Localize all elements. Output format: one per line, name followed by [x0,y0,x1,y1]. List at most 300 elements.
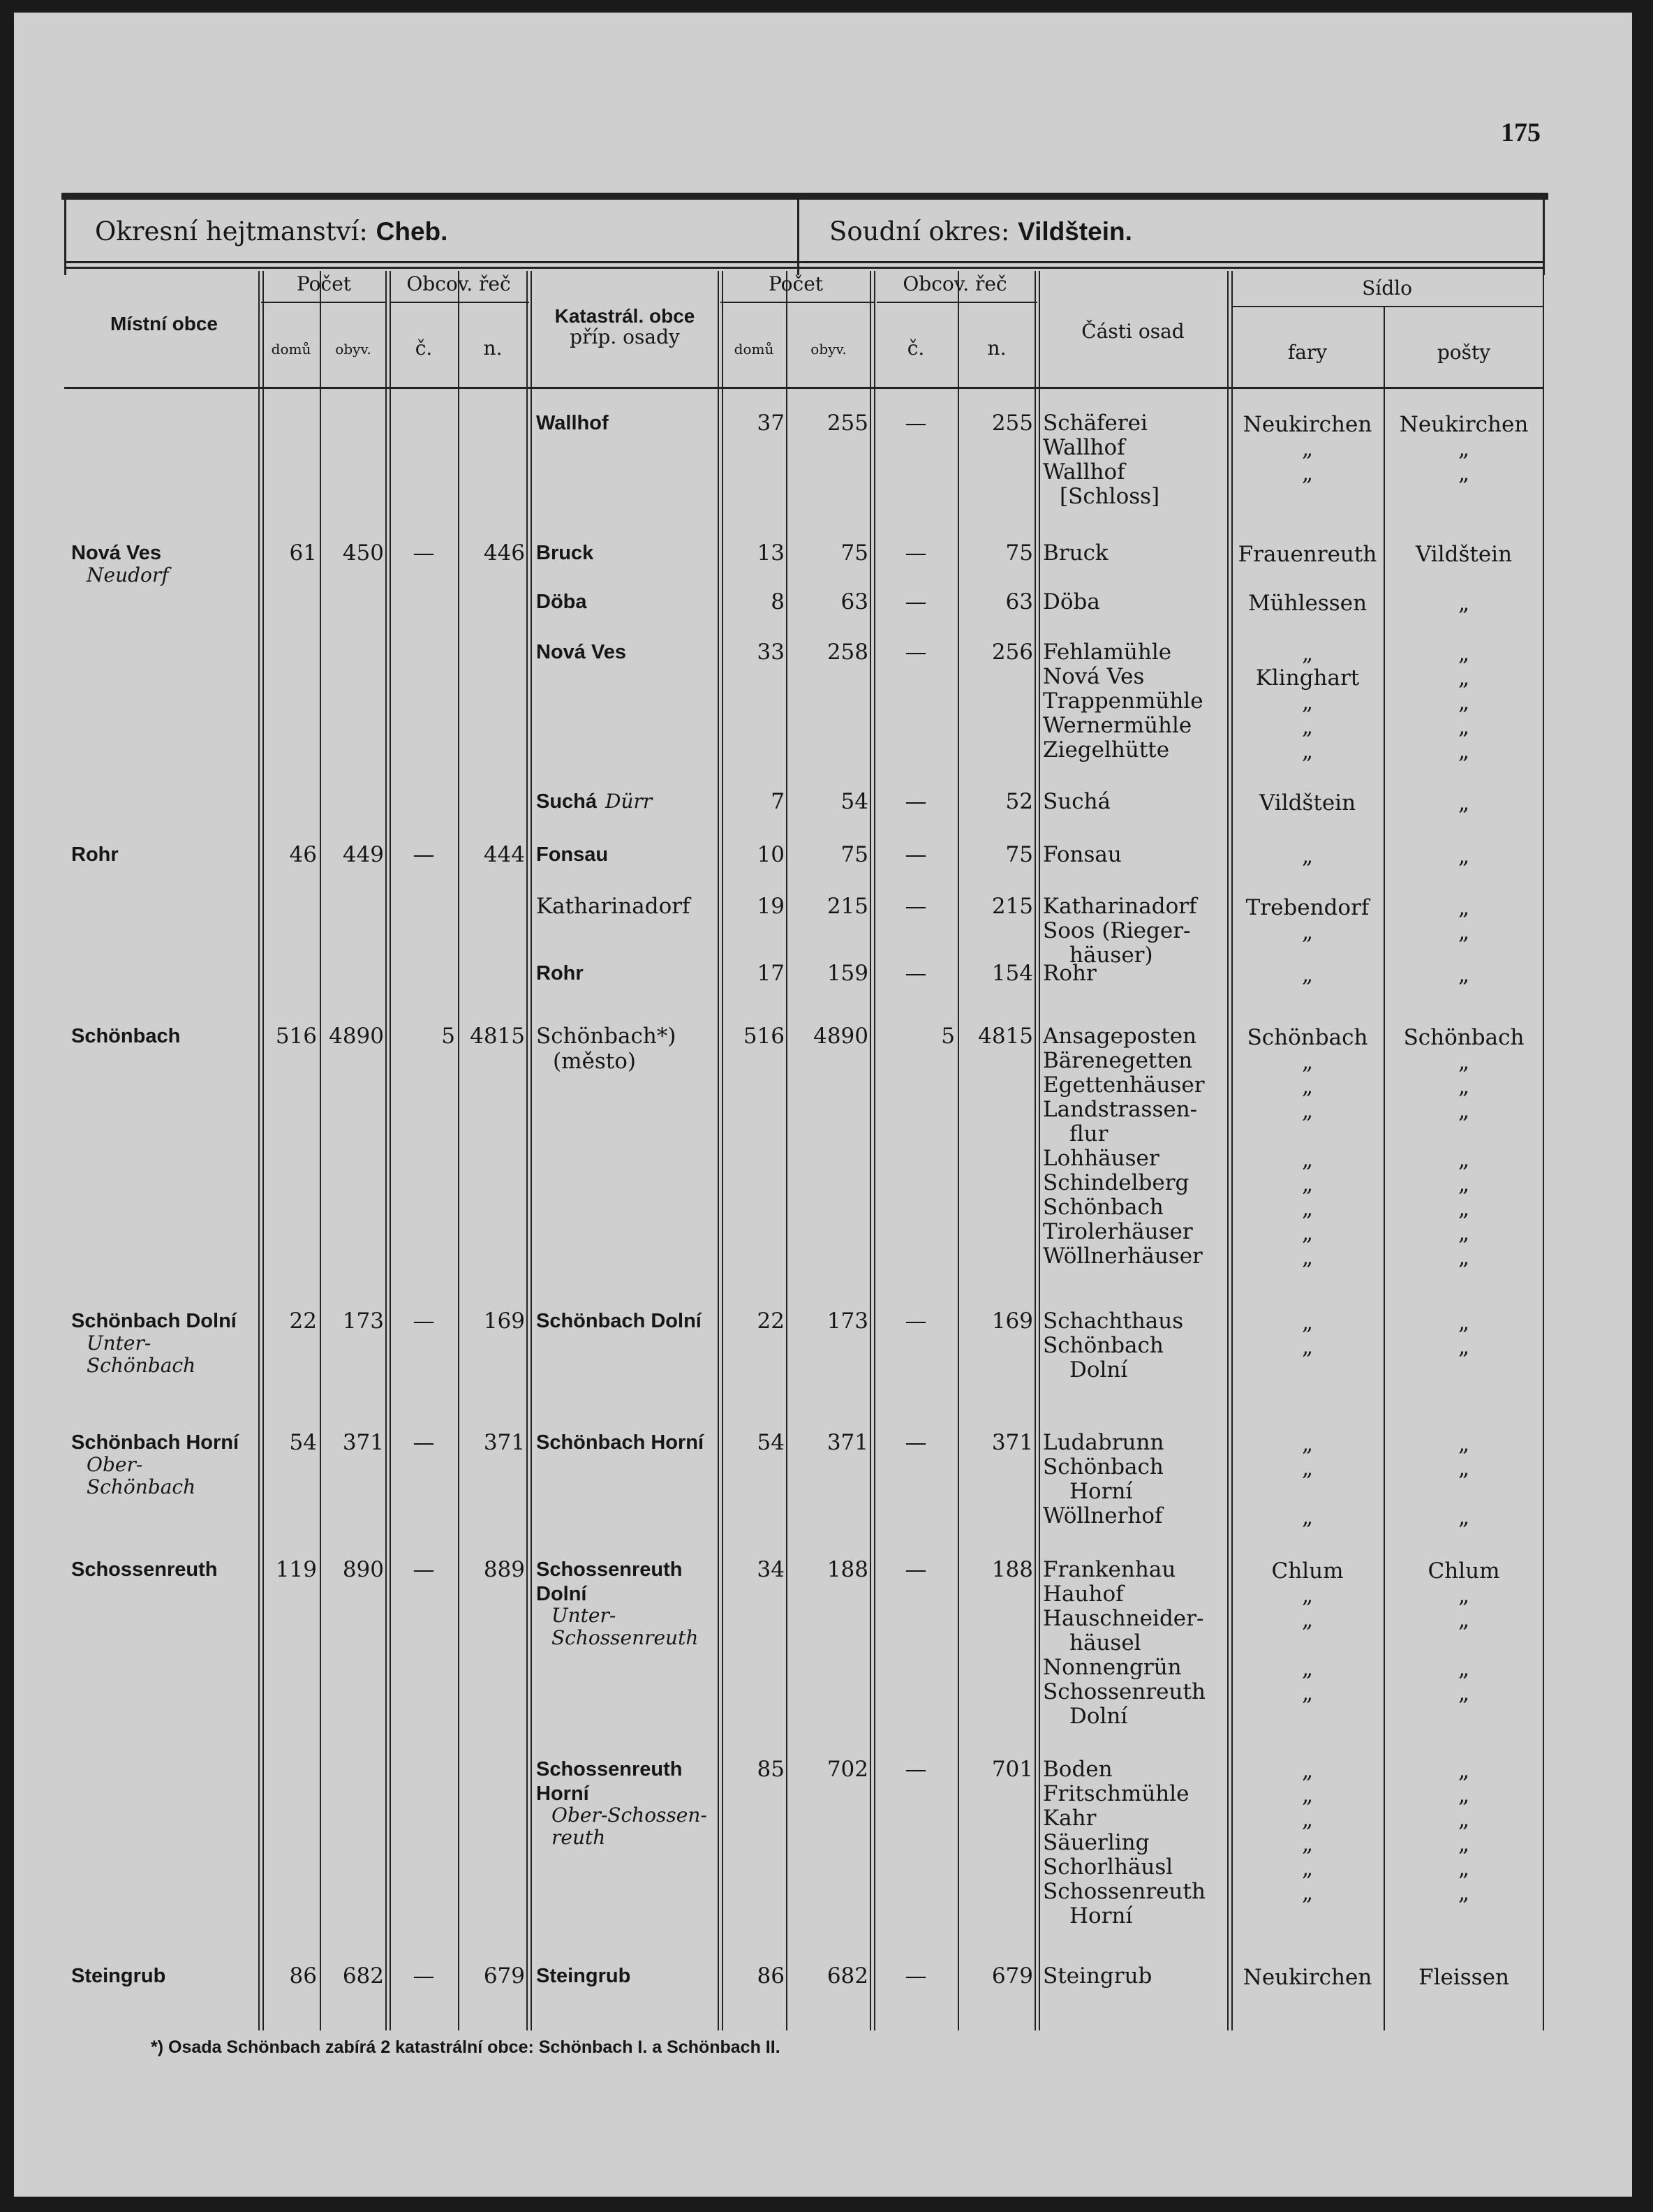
post-office: „ [1458,1334,1470,1359]
settlement-part: Hauhof [1043,1581,1124,1607]
de-value-2: 4815 [978,1024,1033,1049]
post-office: „ [1458,1221,1470,1246]
cz-value: — [413,1430,435,1455]
column-header-bottom-rule [64,387,1544,389]
municipality-name: Schönbach Horní [71,1431,239,1454]
settlement-part: Egettenhäuser [1043,1072,1205,1098]
cadastral-name-text: Schönbach*) [536,1024,676,1049]
settlement-part: Schossenreuth [1043,1879,1206,1904]
parish-seat: „ [1301,1831,1314,1857]
post-office: „ [1458,1172,1470,1197]
settlement-part: Bruck [1043,540,1109,566]
cz-value: — [413,1557,435,1582]
de-value: 446 [483,540,525,566]
cadastral-name [536,789,711,813]
parish-seat: Klinghart [1255,665,1360,691]
post-office: Neukirchen [1399,412,1529,437]
grid-line [870,271,871,2030]
houses-value: 54 [289,1430,317,1455]
post-office: „ [1458,1783,1470,1808]
cadastral-name-text: Steingrub [536,1965,631,1987]
parish-seat: „ [1301,920,1314,945]
settlement-part: Suchá [1043,789,1111,814]
houses-value: 22 [289,1308,317,1334]
header-bottom-rule-2 [64,267,1544,269]
parish-seat: „ [1301,461,1314,486]
settlement-part: Horní [1069,1903,1133,1929]
inhabitants-value: 173 [342,1308,384,1334]
inhabitants-value-2: 173 [826,1308,868,1334]
inhabitants-value-2: 682 [826,1963,868,1989]
post-office: „ [1458,790,1470,816]
col-houses: domů [271,341,311,357]
parish-seat: Schönbach [1247,1025,1368,1050]
houses-value-2: 17 [757,961,785,986]
settlement-part: Schossenreuth [1043,1679,1206,1704]
cadastral-name-text: Wallhof [536,412,609,434]
parish-seat: „ [1301,1783,1314,1808]
parish-seat: „ [1301,1656,1314,1681]
col-count-2: Počet [768,272,824,295]
de-value-2: 188 [991,1557,1033,1582]
grid-line [718,271,719,2030]
col-seat: Sídlo [1362,276,1412,300]
cadastral-subtitle: (město) [553,1049,636,1074]
cz-value-2: — [905,589,927,614]
post-office: „ [1458,436,1470,462]
col-parts: Části osad [1081,320,1185,343]
cadastral-name-text: Fonsau [536,843,609,866]
settlement-part: Frankenhau [1043,1557,1176,1582]
inhabitants-value-2: 188 [826,1557,868,1582]
parish-seat: Trebendorf [1245,895,1370,920]
parish-seat: „ [1301,690,1314,715]
settlement-part: flur [1069,1121,1109,1146]
municipality-name: Schossenreuth [71,1558,218,1581]
parish-seat: „ [1301,1681,1314,1706]
houses-value-2: 7 [771,789,785,814]
cz-value-2: — [905,1963,927,1989]
post-office: Schönbach [1403,1025,1525,1050]
settlement-part: Schönbach [1043,1195,1164,1220]
de-value: 371 [483,1430,525,1455]
col-cadastral: Katastrál. obce příp. osady [554,305,695,348]
parish-seat: „ [1301,1456,1314,1481]
cadastral-name [536,411,711,435]
header-divider [797,198,799,275]
cadastral-name [536,1308,711,1333]
post-office: „ [1458,843,1470,869]
parish-seat: „ [1301,1196,1314,1221]
cadastral-name-text: Katharinadorf [536,894,690,919]
cadastral-name-text: Schossenreuth Dolní [536,1558,683,1605]
settlement-part: Schäferei [1043,411,1148,436]
parish-seat: Chlum [1271,1558,1344,1584]
parish-seat: „ [1301,1505,1314,1530]
settlement-part: [Schloss] [1060,484,1160,509]
de-value-2: 371 [991,1430,1033,1455]
cadastral-german-name: Dürr [605,790,653,813]
de-value-2: 63 [1005,589,1033,614]
post-office: Fleissen [1418,1965,1509,1990]
parish-seat: „ [1301,1880,1314,1905]
houses-value-2: 8 [771,589,785,614]
pocet-rule [261,302,385,303]
grid-line [458,271,459,2030]
cz-value: 5 [441,1024,455,1049]
settlement-part: Wallhof [1043,435,1125,460]
inhabitants-value-2: 702 [826,1757,868,1782]
settlement-part: Wöllnerhof [1043,1503,1163,1528]
municipality-german-name: Ober- Schönbach [87,1453,196,1498]
post-office: „ [1458,962,1470,987]
grid-line [1227,271,1229,2030]
inhabitants-value-2: 54 [840,789,868,814]
houses-value-2: 516 [743,1024,785,1049]
grid-line [1035,271,1036,2030]
de-value-2: 154 [991,961,1033,986]
header-right-border [1543,198,1545,275]
cadastral-name [536,1024,676,1049]
cadastral-name [536,640,711,664]
settlement-part: Nonnengrün [1043,1655,1182,1680]
settlement-part: Dolní [1069,1704,1128,1729]
houses-value-2: 86 [757,1963,785,1989]
settlement-part: Rohr [1043,961,1097,986]
cz-value-2: — [905,1308,927,1334]
col-citizenship: Obcov. řeč [406,272,511,295]
cadastral-name [536,961,711,985]
cz-value-2: — [905,640,927,665]
parish-seat: „ [1301,1310,1314,1335]
cz-value-2: 5 [941,1024,955,1049]
parish-seat: „ [1301,1245,1314,1270]
municipality-german-name: Neudorf [87,563,169,587]
inhabitants-value-2: 215 [826,894,868,919]
header-bottom-rule [64,261,1544,263]
sidlo-rule [1231,306,1543,307]
header-left-border [64,198,66,275]
grid-line [531,271,532,2030]
de-value-2: 75 [1005,842,1033,867]
grid-line [262,271,264,2030]
settlement-part: Wallhof [1043,459,1125,485]
col-cz-2: č. [907,337,925,360]
parish-seat: „ [1301,739,1314,764]
cz-value-2: — [905,1757,927,1782]
cadastral-name-text: Schönbach Horní [536,1431,704,1454]
court-label [829,216,1132,246]
parish-seat: Mühlessen [1247,591,1367,616]
post-office: „ [1458,1456,1470,1481]
cz-value-2: — [905,894,927,919]
houses-value-2: 10 [757,842,785,867]
de-value: 679 [483,1963,525,1989]
de-value: 4815 [470,1024,525,1049]
footnote: *) Osada Schönbach zabírá 2 katastrální obce: Schönbach I. a Schönbach II. [151,2037,780,2057]
parish-seat: „ [1301,962,1314,987]
parish-seat: „ [1301,1049,1314,1075]
cz-value-2: — [905,540,927,566]
houses-value-2: 13 [757,540,785,566]
settlement-part: Ansageposten [1043,1024,1197,1049]
parish-seat: „ [1301,1431,1314,1457]
post-office: Chlum [1428,1558,1500,1584]
inhabitants-value-2: 75 [840,842,868,867]
settlement-part: Tirolerhäuser [1043,1219,1193,1244]
cadastral-name [536,1963,711,1988]
settlement-part: Schindelberg [1043,1170,1189,1195]
settlement-part: Boden [1043,1757,1113,1782]
obcov2-rule [877,302,1037,303]
parish-seat: „ [1301,1856,1314,1881]
post-office: „ [1458,1807,1470,1832]
parish-seat: „ [1301,1172,1314,1197]
parish-seat: „ [1301,1074,1314,1099]
cadastral-name-text: Döba [536,591,587,613]
settlement-part: Nová Ves [1043,664,1145,689]
grid-line [1039,271,1040,2030]
houses-value-2: 22 [757,1308,785,1334]
cz-value: — [413,1308,435,1334]
inhabitants-value: 890 [342,1557,384,1582]
col-cz: č. [415,337,433,360]
de-value-2: 52 [1005,789,1033,814]
inhabitants-value-2: 159 [826,961,868,986]
settlement-part: Dolní [1069,1357,1128,1382]
top-rule [61,193,1548,200]
cadastral-name-text: Schönbach Dolní [536,1310,702,1332]
grid-line [258,271,260,2030]
settlement-part: häuser) [1069,943,1153,968]
post-office: „ [1458,739,1470,764]
inhabitants-value-2: 75 [840,540,868,566]
parish-seat: „ [1301,1147,1314,1172]
page-number: 175 [1501,118,1541,147]
houses-value-2: 33 [757,640,785,665]
obcov-rule [390,302,529,303]
parish-seat: „ [1301,714,1314,739]
post-office: „ [1458,1856,1470,1881]
de-value: 169 [483,1308,525,1334]
de-value-2: 75 [1005,540,1033,566]
post-office: „ [1458,714,1470,739]
settlement-part: Wernermühle [1043,713,1192,738]
municipality-german-name: Unter- Schönbach [87,1332,196,1377]
post-office: „ [1458,1505,1470,1530]
post-office: „ [1458,1758,1470,1783]
district-label-text: Okresní hejtmanství: [95,216,368,246]
de-value-2: 255 [991,411,1033,436]
cz-value-2: — [905,411,927,436]
cadastral-name-text: Suchá [536,790,598,813]
col-inhabitants-2: obyv. [810,341,847,357]
cz-value: — [413,540,435,566]
grid-line [320,271,321,2030]
post-office: „ [1458,1681,1470,1706]
post-office: „ [1458,1607,1470,1632]
cadastral-name [536,842,711,867]
col-municipality: Místní obce [110,313,218,334]
cadastral-name [536,894,690,919]
cadastral-name-text: Schossenreuth Horní [536,1758,683,1805]
parish-seat: „ [1301,1334,1314,1359]
cadastral-subtitle: Unter- Schossenreuth [551,1604,699,1649]
district-label [95,216,447,246]
post-office: „ [1458,690,1470,715]
post-office: „ [1458,1310,1470,1335]
parish-seat: „ [1301,1221,1314,1246]
municipality-name: Steingrub [71,1965,166,1987]
cz-value-2: — [905,1430,927,1455]
cz-value: — [413,842,435,867]
post-office: „ [1458,591,1470,616]
cadastral-name [536,589,711,614]
houses-value-2: 54 [757,1430,785,1455]
settlement-part: häusel [1069,1630,1141,1656]
post-office: „ [1458,1656,1470,1681]
municipality-name: Rohr [71,843,119,866]
parish-seat: Frauenreuth [1238,542,1377,567]
post-office: „ [1458,1098,1470,1123]
inhabitants-value-2: 258 [826,640,868,665]
post-office: „ [1458,665,1470,691]
post-office: „ [1458,1147,1470,1172]
municipality-name: Schönbach Dolní [71,1310,237,1332]
court-label-text: Soudní okres: [829,216,1010,246]
cadastral-name-text: Nová Ves [536,641,626,663]
settlement-part: Horní [1069,1479,1133,1504]
settlement-part: Katharinadorf [1043,894,1197,919]
grid-line [526,271,528,2030]
settlement-part: Fritschmühle [1043,1781,1189,1806]
inhabitants-value: 449 [342,842,384,867]
parish-seat: „ [1301,1807,1314,1832]
cz-value-2: — [905,1557,927,1582]
settlement-part: Lohhäuser [1043,1146,1159,1171]
post-office: „ [1458,461,1470,486]
parish-seat: Neukirchen [1243,1965,1372,1990]
post-office: „ [1458,895,1470,920]
parish-seat: „ [1301,1583,1314,1608]
houses-value-2: 19 [757,894,785,919]
houses-value: 46 [289,842,317,867]
parish-seat: „ [1301,1607,1314,1632]
grid-line [390,271,391,2030]
settlement-part: Schorlhäusl [1043,1855,1173,1880]
post-office: „ [1458,1880,1470,1905]
inhabitants-value-2: 255 [826,411,868,436]
de-value-2: 679 [991,1963,1033,1989]
settlement-part: Schönbach [1043,1333,1164,1358]
settlement-part: Hauschneider- [1043,1606,1204,1631]
grid-line [1543,271,1544,2030]
settlement-part: Trappenmühle [1043,688,1203,714]
post-office: Vildštein [1415,542,1513,567]
cadastral-name [536,540,711,565]
settlement-part: Säuerling [1043,1830,1150,1855]
houses-value-2: 34 [757,1557,785,1582]
settlement-part: Döba [1043,589,1100,614]
post-office: „ [1458,1245,1470,1270]
court-value: Vildštein. [1018,217,1132,246]
settlement-part: Fonsau [1043,842,1122,867]
pocet2-rule [720,302,874,303]
post-office: „ [1458,920,1470,945]
settlement-part: Steingrub [1043,1963,1152,1989]
de-value-2: 215 [991,894,1033,919]
parish-seat: „ [1301,1758,1314,1783]
settlement-part: Schönbach [1043,1454,1164,1480]
settlement-part: Landstrassen- [1043,1097,1198,1122]
cz-value-2: — [905,842,927,867]
inhabitants-value-2: 63 [840,589,868,614]
cadastral-name-text: Bruck [536,542,594,564]
settlement-part: Ludabrunn [1043,1430,1164,1455]
cz-value-2: — [905,789,927,814]
settlement-part: Schachthaus [1043,1308,1184,1334]
de-value: 889 [483,1557,525,1582]
grid-line [385,271,387,2030]
settlement-part: Fehlamühle [1043,640,1172,665]
houses-value: 119 [275,1557,317,1582]
cadastral-name [536,1757,711,1806]
post-office: „ [1458,1196,1470,1221]
parish-seat: „ [1301,436,1314,462]
cadastral-name [536,1557,711,1606]
col-count: Počet [296,272,352,295]
col-post: pošty [1437,341,1491,364]
houses-value: 516 [275,1024,317,1049]
houses-value: 61 [289,540,317,566]
col-de-2: n. [987,337,1007,360]
de-value-2: 169 [991,1308,1033,1334]
parish-seat: „ [1301,1098,1314,1123]
inhabitants-value: 450 [342,540,384,566]
post-office: „ [1458,1049,1470,1075]
inhabitants-value-2: 4890 [813,1024,868,1049]
col-parish: fary [1287,341,1328,364]
inhabitants-value: 682 [342,1963,384,1989]
col-inhabitants: obyv. [335,341,371,357]
cadastral-name [536,1430,711,1454]
page [14,13,1632,2197]
inhabitants-value: 4890 [329,1024,384,1049]
inhabitants-value-2: 371 [826,1430,868,1455]
municipality-name: Nová Ves [71,542,161,564]
houses-value-2: 85 [757,1757,785,1782]
parish-seat: „ [1301,843,1314,869]
de-value: 444 [483,842,525,867]
post-office: „ [1458,1583,1470,1608]
cz-value: — [413,1963,435,1989]
col-citizenship-2: Obcov. řeč [903,272,1007,295]
col-houses-2: domů [734,341,774,357]
cz-value-2: — [905,961,927,986]
settlement-part: Bärenegetten [1043,1048,1193,1073]
de-value-2: 701 [991,1757,1033,1782]
settlement-part: Ziegelhütte [1043,737,1170,762]
post-office: „ [1458,1831,1470,1857]
parish-seat: Neukirchen [1243,412,1372,437]
parish-seat: „ [1301,641,1314,666]
de-value-2: 256 [991,640,1033,665]
parish-seat: Vildštein [1259,790,1356,816]
post-office: „ [1458,641,1470,666]
municipality-name: Schönbach [71,1025,181,1047]
cadastral-name-text: Rohr [536,962,584,985]
post-office: „ [1458,1074,1470,1099]
